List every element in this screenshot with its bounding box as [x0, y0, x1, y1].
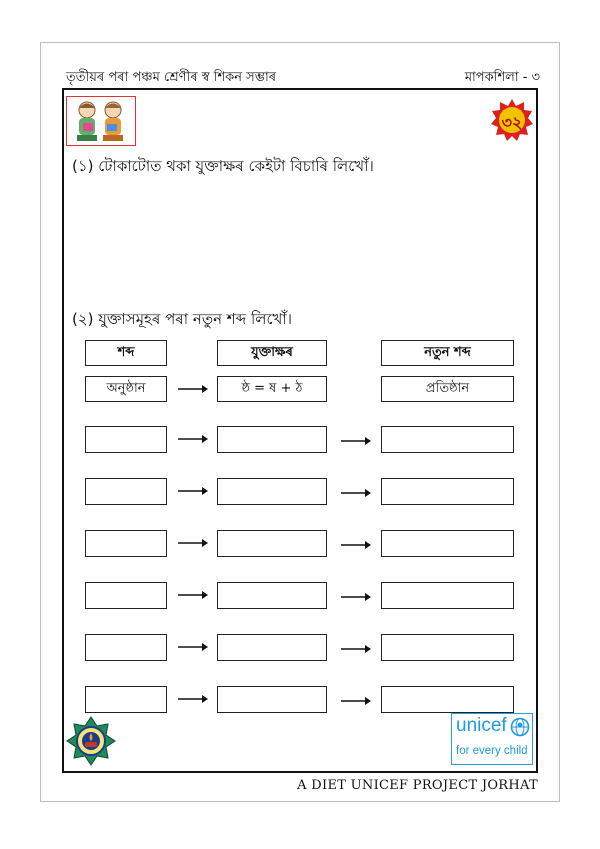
arrow-right-icon	[178, 641, 208, 653]
answer-conjunct-field[interactable]	[217, 686, 327, 713]
unicef-tagline: for every child	[456, 745, 528, 757]
answer-word-field[interactable]	[85, 426, 167, 453]
diet-logo-icon	[66, 716, 116, 766]
answer-conjunct-field[interactable]	[217, 634, 327, 661]
answer-word-field[interactable]	[85, 582, 167, 609]
sheet-label: মাপকশিলা - ৩	[464, 70, 540, 85]
answer-new-word-field[interactable]	[381, 634, 514, 661]
children-reading-icon	[67, 97, 134, 144]
arrow-right-icon	[341, 643, 371, 655]
answer-word-field[interactable]	[85, 686, 167, 713]
worksheet-title: তৃতীয়ৰ পৰা পঞ্চম শ্ৰেণীৰ স্ব শিকন সম্ভাৰ	[66, 70, 277, 85]
arrow-right-icon	[178, 485, 208, 497]
arrow-right-icon	[341, 695, 371, 707]
diet-emblem	[66, 716, 116, 766]
answer-conjunct-field[interactable]	[217, 582, 327, 609]
example-new-word: প্ৰতিষ্ঠান	[381, 376, 514, 402]
footer-credit: A DIET UNICEF PROJECT JORHAT	[297, 778, 538, 793]
arrow-right-icon	[178, 537, 208, 549]
answer-word-field[interactable]	[85, 634, 167, 661]
header-word: শব্দ	[85, 340, 167, 366]
arrow-right-icon	[178, 433, 208, 445]
unicef-globe-icon	[510, 717, 530, 737]
arrow-right-icon	[341, 435, 371, 447]
answer-new-word-field[interactable]	[381, 426, 514, 453]
arrow-right-icon	[341, 539, 371, 551]
answer-conjunct-field[interactable]	[217, 530, 327, 557]
unicef-logo	[451, 713, 533, 765]
answer-word-field[interactable]	[85, 530, 167, 557]
arrow-right-icon	[341, 487, 371, 499]
answer-new-word-field[interactable]	[381, 582, 514, 609]
example-word: অনুষ্ঠান	[85, 376, 167, 402]
answer-new-word-field[interactable]	[381, 478, 514, 505]
kids-illustration	[66, 96, 136, 146]
arrow-right-icon	[341, 591, 371, 603]
question-one: (১) টোকাটোত থকা যুক্তাক্ষৰ কেইটা বিচাৰি লিখোঁ।	[72, 157, 374, 175]
answer-new-word-field[interactable]	[381, 530, 514, 557]
answer-new-word-field[interactable]	[381, 686, 514, 713]
answer-conjunct-field[interactable]	[217, 478, 327, 505]
page-number: ৩২	[501, 113, 523, 132]
header-conjunct: যুক্তাক্ষৰ	[217, 340, 327, 366]
arrow-right-icon	[178, 693, 208, 705]
answer-conjunct-field[interactable]	[217, 426, 327, 453]
unicef-wordmark: unicef	[456, 715, 507, 736]
arrow-right-icon	[178, 383, 208, 395]
answer-word-field[interactable]	[85, 478, 167, 505]
header-new-word: নতুন শব্দ	[381, 340, 514, 366]
example-conjunct: ষ্ঠ = ষ + ঠ	[217, 376, 327, 402]
page-number-badge	[490, 98, 534, 142]
arrow-right-icon	[178, 589, 208, 601]
question-two: (২) যুক্তাসমূহৰ পৰা নতুন শব্দ লিখোঁ।	[72, 310, 293, 328]
